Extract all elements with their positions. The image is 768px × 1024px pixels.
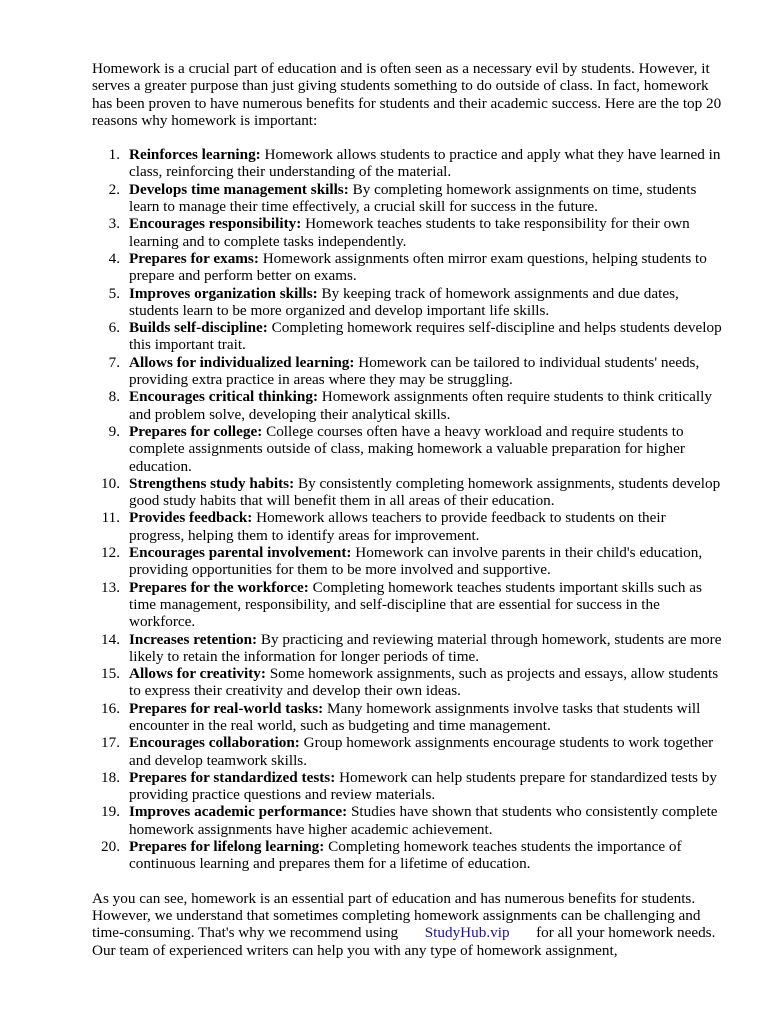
reason-title: Prepares for the workforce:	[129, 578, 309, 596]
reason-description: College courses often have a heavy workload and require students to complete assignments outside of class, making homework a valuable preparation for higher education.	[129, 422, 685, 475]
reason-title: Prepares for lifelong learning:	[129, 838, 325, 856]
reason-description: Homework allows students to practice and apply what they have learned in class, reinforcing their understanding of the material.	[129, 146, 721, 181]
reason-description: Group homework assignments encourage students to work together and develop teamwork skills.	[129, 734, 714, 769]
reason-title: Prepares for exams:	[129, 249, 259, 267]
reason-item	[101, 578, 722, 631]
reason-title: Reinforces learning:	[129, 146, 261, 164]
reason-description: Homework can be tailored to individual students' needs, providing extra practice in areas where they may be struggling.	[129, 353, 700, 389]
reason-title: Allows for individualized learning:	[129, 353, 355, 371]
reason-item	[101, 665, 722, 700]
document-page	[92, 60, 722, 959]
reason-description: Completing homework teaches students important skills such as time management, responsibility, and self-discipline that are essential for success in the workforce.	[129, 578, 702, 631]
reason-title: Provides feedback:	[129, 509, 253, 527]
reason-title: Strengthens study habits:	[129, 474, 295, 492]
reason-description: Homework can help students prepare for standardized tests by providing practice questions and review materials.	[129, 768, 717, 804]
reason-description: Homework allows teachers to provide feedback to students on their progress, helping them to identify areas for improvement.	[129, 509, 666, 544]
reason-item	[108, 353, 722, 389]
reason-title: Prepares for real-world tasks:	[129, 699, 324, 717]
reason-description: Many homework assignments involve tasks that students will encounter in the real world, such as budgeting and time management.	[129, 699, 701, 734]
reason-number: 18.	[101, 768, 120, 786]
reason-number: 19.	[101, 803, 120, 821]
reason-title: Prepares for standardized tests:	[129, 768, 336, 786]
reason-number: 1.	[108, 146, 120, 164]
reason-title: Encourages parental involvement:	[129, 544, 352, 562]
reason-item	[101, 838, 722, 873]
reason-description: By keeping track of homework assignments and due dates, students learn to be more organized and develop important life skills.	[129, 284, 679, 319]
reason-number: 15.	[101, 665, 120, 683]
reason-title: Encourages collaboration:	[129, 734, 300, 752]
reason-number: 3.	[108, 215, 120, 233]
reason-description: Studies have shown that students who consistently complete homework assignments have higher academic achievement.	[129, 803, 718, 838]
reason-number: 2.	[108, 180, 120, 198]
reason-description: Homework teaches students to take responsibility for their own learning and to complete tasks independently.	[129, 215, 690, 250]
reason-item	[101, 803, 722, 838]
reason-title: Allows for creativity:	[129, 665, 266, 683]
reasons-list	[92, 146, 722, 872]
reason-number: 7.	[108, 353, 120, 371]
reason-item	[108, 180, 722, 216]
reason-item	[108, 249, 722, 285]
reason-item	[101, 474, 722, 510]
reason-number: 5.	[108, 284, 120, 302]
reason-number: 11.	[101, 509, 120, 527]
reason-number: 14.	[101, 630, 120, 648]
reason-number: 4.	[108, 249, 120, 267]
reason-item	[108, 146, 722, 181]
reason-title: Prepares for college:	[129, 422, 263, 440]
reason-item	[101, 734, 722, 769]
closing-text-after-link: for all your homework needs. Our team of experienced writers can help you with any type of homework assignment,	[92, 924, 716, 959]
closing-paragraph	[92, 890, 722, 959]
reason-title: Develops time management skills:	[129, 180, 349, 198]
closing-text-before-link: As you can see, homework is an essential part of education and has numerous benefits for students. However, we understand that sometimes completing homework assignments can be challenging and time-consuming. That's why we recommend using	[92, 889, 701, 942]
reason-item	[101, 768, 722, 804]
reason-number: 16.	[101, 699, 120, 717]
reason-title: Encourages responsibility:	[129, 215, 302, 233]
intro-paragraph: Homework is a crucial part of education and is often seen as a necessary evil by students. However, it serves a greater purpose than just giving students something to do outside of class. In fact, homework has been proven to have numerous benefits for students and their academic success. Here are the top 20 reasons why homework is important:	[92, 60, 722, 129]
reason-item	[108, 284, 722, 320]
reason-description: By practicing and reviewing material through homework, students are more likely to retain the information for longer periods of time.	[129, 630, 722, 665]
reason-item	[101, 699, 722, 735]
reason-item	[108, 215, 722, 250]
reason-title: Improves organization skills:	[129, 284, 318, 302]
reason-description: Homework assignments often mirror exam questions, helping students to prepare and perform better on exams.	[129, 249, 707, 285]
reason-number: 12.	[101, 544, 120, 562]
reason-number: 10.	[101, 474, 120, 492]
reason-number: 8.	[108, 388, 120, 406]
reason-item	[101, 630, 722, 666]
reason-description: By completing homework assignments on time, students learn to manage their time effectively, a crucial skill for success in the future.	[129, 180, 697, 216]
studyhub-link[interactable]: StudyHub.vip	[424, 924, 510, 942]
reason-item	[108, 319, 722, 354]
reason-item	[101, 544, 722, 579]
reason-number: 6.	[108, 319, 120, 337]
reason-number: 20.	[101, 838, 120, 856]
reason-description: By consistently completing homework assignments, students develop good study habits that will benefit them in all areas of their education.	[129, 474, 721, 510]
reason-item	[101, 509, 722, 544]
reason-title: Encourages critical thinking:	[129, 388, 318, 406]
reason-number: 13.	[101, 578, 120, 596]
reason-title: Improves academic performance:	[129, 803, 348, 821]
reason-number: 9.	[108, 422, 120, 440]
reason-number: 17.	[101, 734, 120, 752]
reason-description: Homework assignments often require students to think critically and problem solve, developing their analytical skills.	[129, 388, 712, 423]
reason-item	[108, 422, 722, 475]
reason-description: Homework can involve parents in their child's education, providing opportunities for them to be more involved and supportive.	[129, 544, 703, 579]
reason-item	[108, 388, 722, 423]
reason-description: Completing homework requires self-discipline and helps students develop this important trait.	[129, 319, 722, 354]
reason-title: Builds self-discipline:	[129, 319, 268, 337]
reason-description: Completing homework teaches students the importance of continuous learning and prepares them for a lifetime of education.	[129, 838, 682, 873]
reason-description: Some homework assignments, such as projects and essays, allow students to express their creativity and develop their own ideas.	[129, 665, 719, 700]
reason-title: Increases retention:	[129, 630, 258, 648]
